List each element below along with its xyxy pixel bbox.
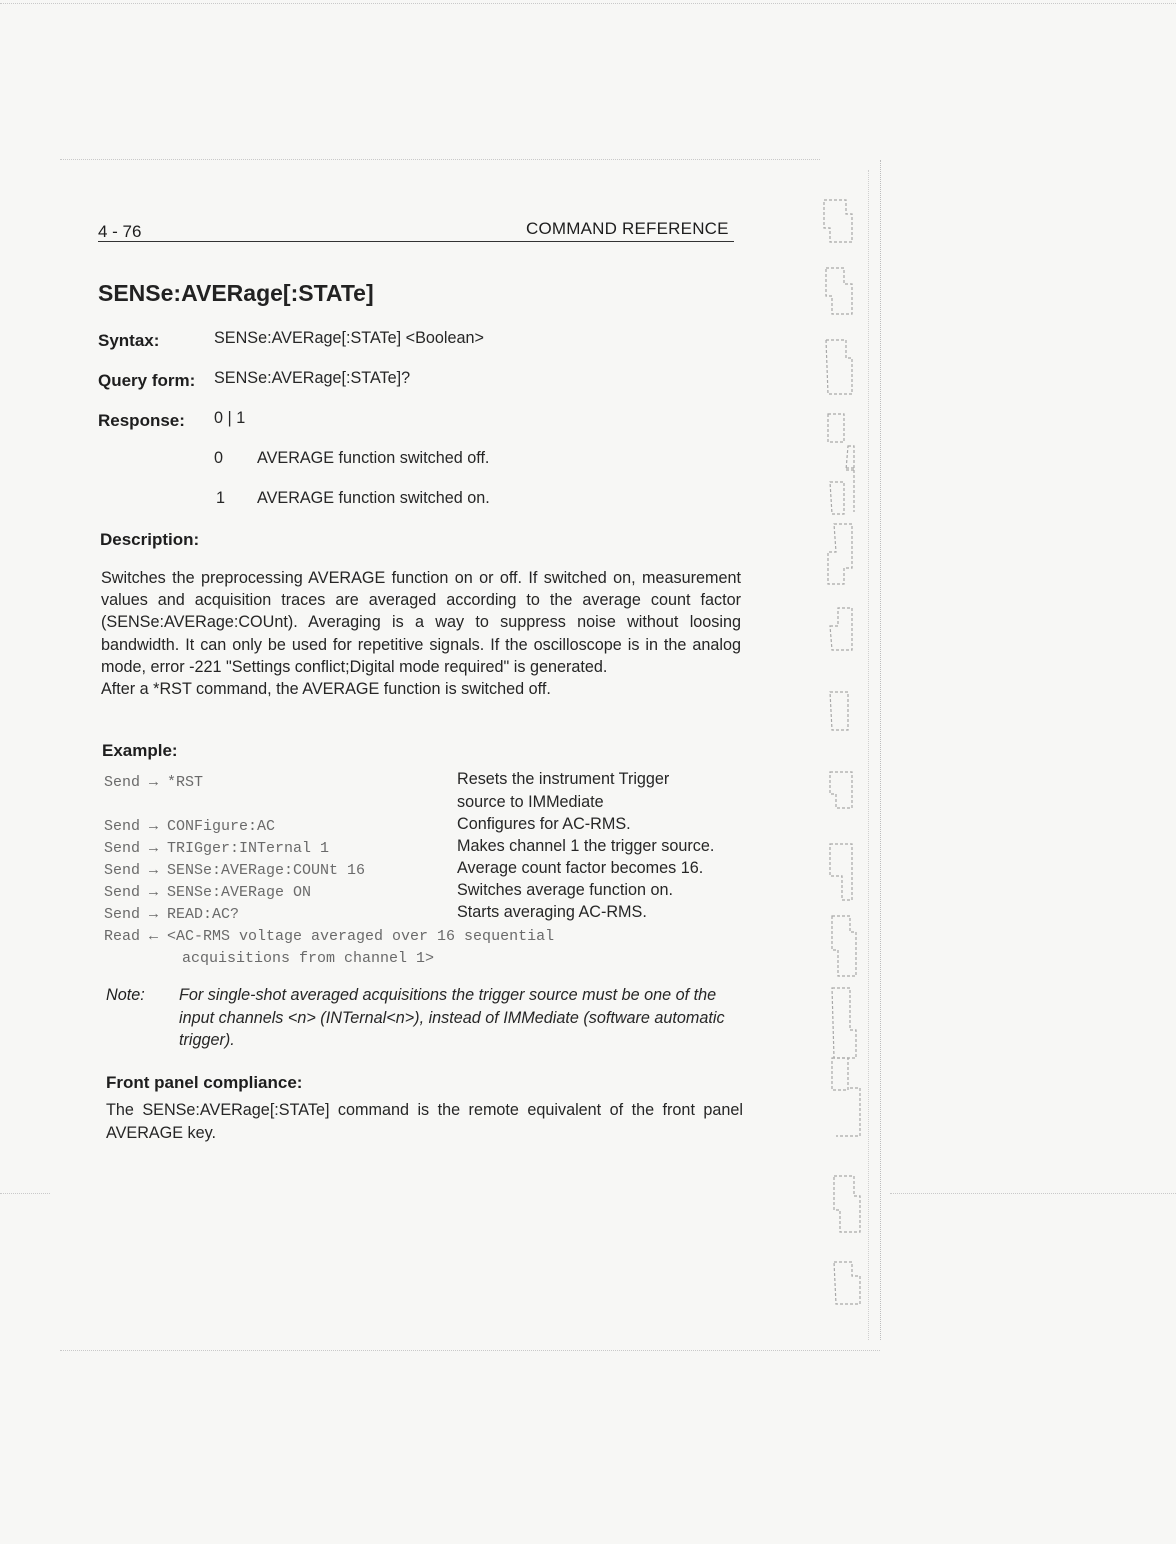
- syntax-label: Syntax:: [98, 331, 160, 350]
- scan-artifact-bottom: [60, 1350, 880, 1351]
- index-tab-mark: [828, 414, 854, 470]
- response-option-code: 1: [216, 489, 226, 507]
- scan-artifact-upper: [60, 159, 820, 160]
- query-form-label: Query form:: [98, 371, 196, 390]
- example-response: source to IMMediate: [457, 793, 604, 811]
- response-option-text: AVERAGE function switched off.: [257, 449, 490, 467]
- example-response: Configures for AC-RMS.: [457, 815, 631, 833]
- response-value: 0 | 1: [214, 409, 246, 427]
- index-tab-mark: [832, 1058, 860, 1136]
- response-option-text: AVERAGE function switched on.: [257, 489, 490, 507]
- index-tab-mark: [834, 1176, 860, 1232]
- index-tab-mark: [830, 692, 848, 730]
- example-send: Send → CONFigure:AC: [104, 818, 276, 835]
- syntax-value: SENSe:AVERage[:STATe] <Boolean>: [214, 329, 484, 347]
- front-panel-text: The SENSe:AVERage[:STATe] command is the remote equivalent of the front panel AVERAGE key.: [106, 1101, 743, 1142]
- example-read-line: acquisitions from channel 1>: [182, 950, 435, 967]
- index-tab-mark: [834, 1262, 860, 1304]
- example-response: Average count factor becomes 16.: [457, 859, 704, 877]
- index-tab-mark: [828, 524, 852, 584]
- index-tab-strip: [880, 160, 881, 1340]
- front-panel-label: Front panel compliance:: [106, 1073, 303, 1092]
- query-form-value: SENSe:AVERage[:STATe]?: [214, 369, 411, 387]
- scan-artifact-top: [0, 3, 1176, 4]
- example-send: Send → TRIGger:INTernal 1: [104, 840, 330, 857]
- index-tab-mark: [826, 268, 852, 314]
- index-tab-mark: [830, 772, 852, 808]
- description-body: [101, 567, 741, 700]
- note-label: Note:: [106, 986, 145, 1004]
- response-option-code: 0: [214, 449, 224, 467]
- command-title: SENSe:AVERage[:STATe]: [98, 280, 374, 306]
- example-label: Example:: [102, 741, 178, 760]
- example-read-line: Read ← <AC-RMS voltage averaged over 16 sequential: [104, 928, 555, 945]
- index-tab-mark: [826, 340, 852, 394]
- example-send: Send → SENSe:AVERage:COUNt 16: [104, 862, 366, 879]
- description-label: Description:: [100, 530, 200, 549]
- description-paragraph: Switches the preprocessing AVERAGE function on or off. If switched on, measurement values and acquisition traces are averaged according to the average count factor (SENSe:AVERage:COUnt). Averaging is a way to suppress noise without loosing bandwidth. It can only be used for repetitive signals. If the oscilloscope is in the analog mode, error -221 "Settings conflict;Digital mode required" is generated.: [101, 569, 741, 676]
- index-tab-mark: [830, 608, 852, 650]
- description-reset-line: After a *RST command, the AVERAGE function is switched off.: [101, 680, 551, 699]
- example-send: Send → READ:AC?: [104, 906, 240, 923]
- example-response: Resets the instrument Trigger: [457, 770, 670, 788]
- example-response: Makes channel 1 the trigger source.: [457, 837, 715, 855]
- example-send: Send → *RST: [104, 774, 204, 791]
- scan-artifact-mid: [890, 1193, 1176, 1194]
- section-title: COMMAND REFERENCE: [526, 219, 729, 238]
- note-text: For single-shot averaged acquisitions the trigger source must be one of the input channels <n> (INTernal<n>), instead of IMMediate (software automatic trigger).: [179, 986, 725, 1049]
- index-tab-mark: [832, 916, 856, 976]
- page-number: 4 - 76: [98, 222, 142, 241]
- index-tab-mark: [830, 468, 854, 514]
- index-tab-mark: [830, 844, 852, 900]
- index-tab-mark: [824, 200, 852, 242]
- response-label: Response:: [98, 411, 185, 430]
- example-response: Switches average function on.: [457, 881, 673, 899]
- example-send: Send → SENSe:AVERage ON: [104, 884, 312, 901]
- scan-artifact-left: [0, 1193, 50, 1194]
- index-tab-marks: [820, 180, 870, 1320]
- example-response: Starts averaging AC-RMS.: [457, 903, 647, 921]
- index-tab-mark: [832, 988, 856, 1058]
- header-rule: [98, 241, 734, 242]
